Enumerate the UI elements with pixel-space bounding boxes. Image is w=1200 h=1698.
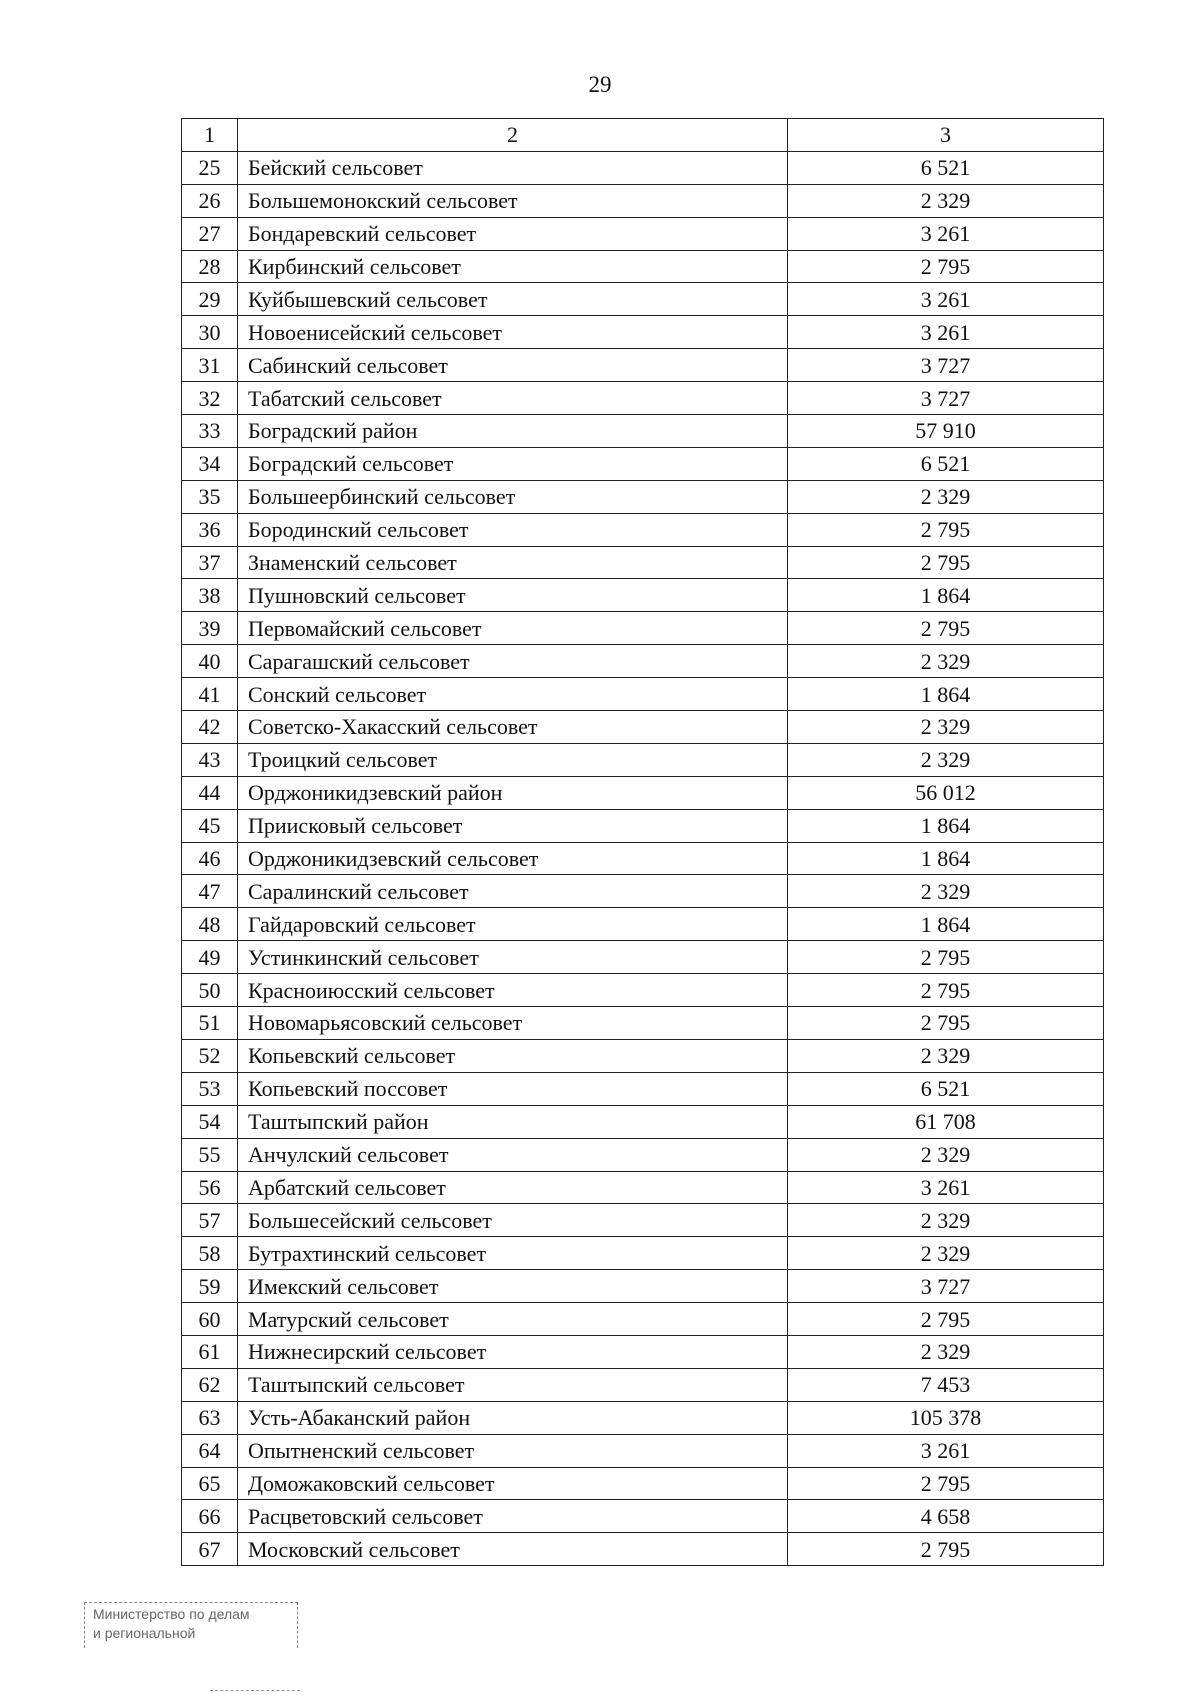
cell-value: 2 329 (788, 1237, 1104, 1270)
cell-number: 28 (182, 250, 238, 283)
cell-name: Бородинский сельсовет (238, 513, 788, 546)
cell-number: 37 (182, 546, 238, 579)
cell-value: 3 727 (788, 1270, 1104, 1303)
cell-number: 55 (182, 1138, 238, 1171)
cell-value: 1 864 (788, 842, 1104, 875)
table-row (182, 316, 1104, 349)
cell-value: 3 261 (788, 283, 1104, 316)
table-row (182, 415, 1104, 448)
cell-number: 65 (182, 1467, 238, 1500)
cell-value: 1 864 (788, 908, 1104, 941)
table-row (182, 776, 1104, 809)
cell-value: 2 795 (788, 612, 1104, 645)
stamp-line-1: Министерство по делам (93, 1606, 250, 1622)
cell-name: Бутрахтинский сельсовет (238, 1237, 788, 1270)
cell-value: 2 329 (788, 711, 1104, 744)
cell-number: 35 (182, 480, 238, 513)
cell-value: 2 795 (788, 1007, 1104, 1040)
table-row (182, 480, 1104, 513)
cell-name: Знаменский сельсовет (238, 546, 788, 579)
cell-name: Первомайский сельсовет (238, 612, 788, 645)
cell-value: 2 329 (788, 184, 1104, 217)
table-row (182, 1039, 1104, 1072)
cell-number: 45 (182, 809, 238, 842)
cell-name: Усть-Абаканский район (238, 1401, 788, 1434)
table-row (182, 645, 1104, 678)
cell-number: 52 (182, 1039, 238, 1072)
cell-value: 4 658 (788, 1500, 1104, 1533)
cell-value: 3 261 (788, 217, 1104, 250)
cell-name: Большеербинский сельсовет (238, 480, 788, 513)
cell-name: Имекский сельсовет (238, 1270, 788, 1303)
cell-number: 27 (182, 217, 238, 250)
cell-number: 46 (182, 842, 238, 875)
cell-name: Табатский сельсовет (238, 382, 788, 415)
cell-name: Новомарьясовский сельсовет (238, 1007, 788, 1040)
cell-name: Копьевский поссовет (238, 1072, 788, 1105)
stamp-border-fragment (210, 1690, 300, 1691)
cell-name: Московский сельсовет (238, 1533, 788, 1566)
cell-number: 66 (182, 1500, 238, 1533)
table-row (182, 908, 1104, 941)
table-row (182, 743, 1104, 776)
page-number: 29 (588, 72, 612, 97)
cell-number: 26 (182, 184, 238, 217)
cell-value: 7 453 (788, 1368, 1104, 1401)
table-row (182, 184, 1104, 217)
cell-number: 40 (182, 645, 238, 678)
cell-name: Пушновский сельсовет (238, 579, 788, 612)
table-row (182, 513, 1104, 546)
cell-number: 48 (182, 908, 238, 941)
cell-number: 49 (182, 941, 238, 974)
cell-number: 44 (182, 776, 238, 809)
cell-name: Устинкинский сельсовет (238, 941, 788, 974)
table-row (182, 1467, 1104, 1500)
cell-name: Советско-Хакасский сельсовет (238, 711, 788, 744)
cell-number: 43 (182, 743, 238, 776)
cell-value: 2 795 (788, 1303, 1104, 1336)
cell-number: 67 (182, 1533, 238, 1566)
cell-value: 2 795 (788, 1533, 1104, 1566)
cell-value: 3 727 (788, 349, 1104, 382)
cell-number: 59 (182, 1270, 238, 1303)
cell-value: 105 378 (788, 1401, 1104, 1434)
cell-number: 31 (182, 349, 238, 382)
table-row (182, 875, 1104, 908)
data-table (181, 118, 1104, 1566)
table-row (182, 1138, 1104, 1171)
cell-value: 2 329 (788, 1138, 1104, 1171)
cell-number: 41 (182, 678, 238, 711)
cell-value: 2 329 (788, 480, 1104, 513)
cell-number: 34 (182, 447, 238, 480)
cell-value: 6 521 (788, 1072, 1104, 1105)
cell-name: Куйбышевский сельсовет (238, 283, 788, 316)
cell-value: 2 329 (788, 875, 1104, 908)
cell-value: 2 329 (788, 645, 1104, 678)
cell-value: 2 329 (788, 1039, 1104, 1072)
cell-name: Бейский сельсовет (238, 151, 788, 184)
cell-value: 1 864 (788, 809, 1104, 842)
cell-name: Таштыпский сельсовет (238, 1368, 788, 1401)
cell-number: 39 (182, 612, 238, 645)
table-row (182, 1335, 1104, 1368)
header-cell-number: 1 (182, 119, 238, 152)
cell-name: Орджоникидзевский район (238, 776, 788, 809)
table-row (182, 1401, 1104, 1434)
cell-value: 3 261 (788, 316, 1104, 349)
cell-name: Троицкий сельсовет (238, 743, 788, 776)
table-row (182, 1105, 1104, 1138)
table-header-row (182, 119, 1104, 152)
table-row (182, 151, 1104, 184)
table-row (182, 1270, 1104, 1303)
table-row (182, 1237, 1104, 1270)
table-row (182, 1434, 1104, 1467)
table-row (182, 250, 1104, 283)
cell-value: 1 864 (788, 579, 1104, 612)
cell-value: 1 864 (788, 678, 1104, 711)
cell-name: Нижнесирский сельсовет (238, 1335, 788, 1368)
cell-value: 3 261 (788, 1434, 1104, 1467)
cell-name: Расцветовский сельсовет (238, 1500, 788, 1533)
cell-name: Копьевский сельсовет (238, 1039, 788, 1072)
table-row (182, 941, 1104, 974)
cell-value: 56 012 (788, 776, 1104, 809)
cell-name: Бондаревский сельсовет (238, 217, 788, 250)
table-row (182, 974, 1104, 1007)
stamp-line-2: и региональной (93, 1625, 196, 1641)
cell-number: 60 (182, 1303, 238, 1336)
cell-number: 29 (182, 283, 238, 316)
table-row (182, 1500, 1104, 1533)
cell-number: 64 (182, 1434, 238, 1467)
cell-number: 62 (182, 1368, 238, 1401)
cell-value: 2 329 (788, 1335, 1104, 1368)
cell-name: Таштыпский район (238, 1105, 788, 1138)
cell-value: 6 521 (788, 151, 1104, 184)
cell-name: Боградский район (238, 415, 788, 448)
cell-value: 2 795 (788, 513, 1104, 546)
cell-value: 61 708 (788, 1105, 1104, 1138)
table-row (182, 217, 1104, 250)
cell-name: Орджоникидзевский сельсовет (238, 842, 788, 875)
cell-number: 25 (182, 151, 238, 184)
cell-number: 47 (182, 875, 238, 908)
cell-name: Гайдаровский сельсовет (238, 908, 788, 941)
cell-value: 2 795 (788, 974, 1104, 1007)
cell-number: 38 (182, 579, 238, 612)
cell-name: Доможаковский сельсовет (238, 1467, 788, 1500)
cell-number: 58 (182, 1237, 238, 1270)
cell-name: Большесейский сельсовет (238, 1204, 788, 1237)
cell-name: Матурский сельсовет (238, 1303, 788, 1336)
table-row (182, 283, 1104, 316)
table-row (182, 1303, 1104, 1336)
cell-value: 3 261 (788, 1171, 1104, 1204)
table-row (182, 382, 1104, 415)
cell-value: 6 521 (788, 447, 1104, 480)
table-row (182, 1171, 1104, 1204)
cell-number: 54 (182, 1105, 238, 1138)
cell-name: Сарагашский сельсовет (238, 645, 788, 678)
cell-number: 50 (182, 974, 238, 1007)
cell-number: 53 (182, 1072, 238, 1105)
cell-value: 2 795 (788, 250, 1104, 283)
table-row (182, 546, 1104, 579)
cell-number: 51 (182, 1007, 238, 1040)
cell-name: Красноиюсский сельсовет (238, 974, 788, 1007)
cell-name: Сабинский сельсовет (238, 349, 788, 382)
table-row (182, 678, 1104, 711)
cell-name: Анчулский сельсовет (238, 1138, 788, 1171)
cell-value: 2 329 (788, 1204, 1104, 1237)
cell-number: 36 (182, 513, 238, 546)
cell-number: 56 (182, 1171, 238, 1204)
cell-value: 2 795 (788, 546, 1104, 579)
table-body (182, 151, 1104, 1565)
table-row (182, 579, 1104, 612)
table-row (182, 1204, 1104, 1237)
cell-name: Боградский сельсовет (238, 447, 788, 480)
header-cell-value: 3 (788, 119, 1104, 152)
cell-name: Новоенисейский сельсовет (238, 316, 788, 349)
cell-number: 57 (182, 1204, 238, 1237)
table-row (182, 1072, 1104, 1105)
table-row (182, 1368, 1104, 1401)
cell-name: Опытненский сельсовет (238, 1434, 788, 1467)
cell-number: 32 (182, 382, 238, 415)
cell-name: Арбатский сельсовет (238, 1171, 788, 1204)
table-row (182, 1533, 1104, 1566)
cell-value: 57 910 (788, 415, 1104, 448)
cell-number: 61 (182, 1335, 238, 1368)
cell-value: 3 727 (788, 382, 1104, 415)
table-row (182, 711, 1104, 744)
cell-number: 42 (182, 711, 238, 744)
cell-value: 2 329 (788, 743, 1104, 776)
table-row (182, 809, 1104, 842)
cell-number: 63 (182, 1401, 238, 1434)
cell-name: Саралинский сельсовет (238, 875, 788, 908)
cell-number: 33 (182, 415, 238, 448)
cell-value: 2 795 (788, 941, 1104, 974)
table-row (182, 349, 1104, 382)
header-cell-name: 2 (238, 119, 788, 152)
cell-name: Большемонокский сельсовет (238, 184, 788, 217)
cell-number: 30 (182, 316, 238, 349)
cell-value: 2 795 (788, 1467, 1104, 1500)
cell-name: Приисковый сельсовет (238, 809, 788, 842)
ministry-stamp (84, 1602, 298, 1648)
table-row (182, 1007, 1104, 1040)
cell-name: Сонский сельсовет (238, 678, 788, 711)
table-row (182, 612, 1104, 645)
table-row (182, 447, 1104, 480)
cell-name: Кирбинский сельсовет (238, 250, 788, 283)
table-row (182, 842, 1104, 875)
